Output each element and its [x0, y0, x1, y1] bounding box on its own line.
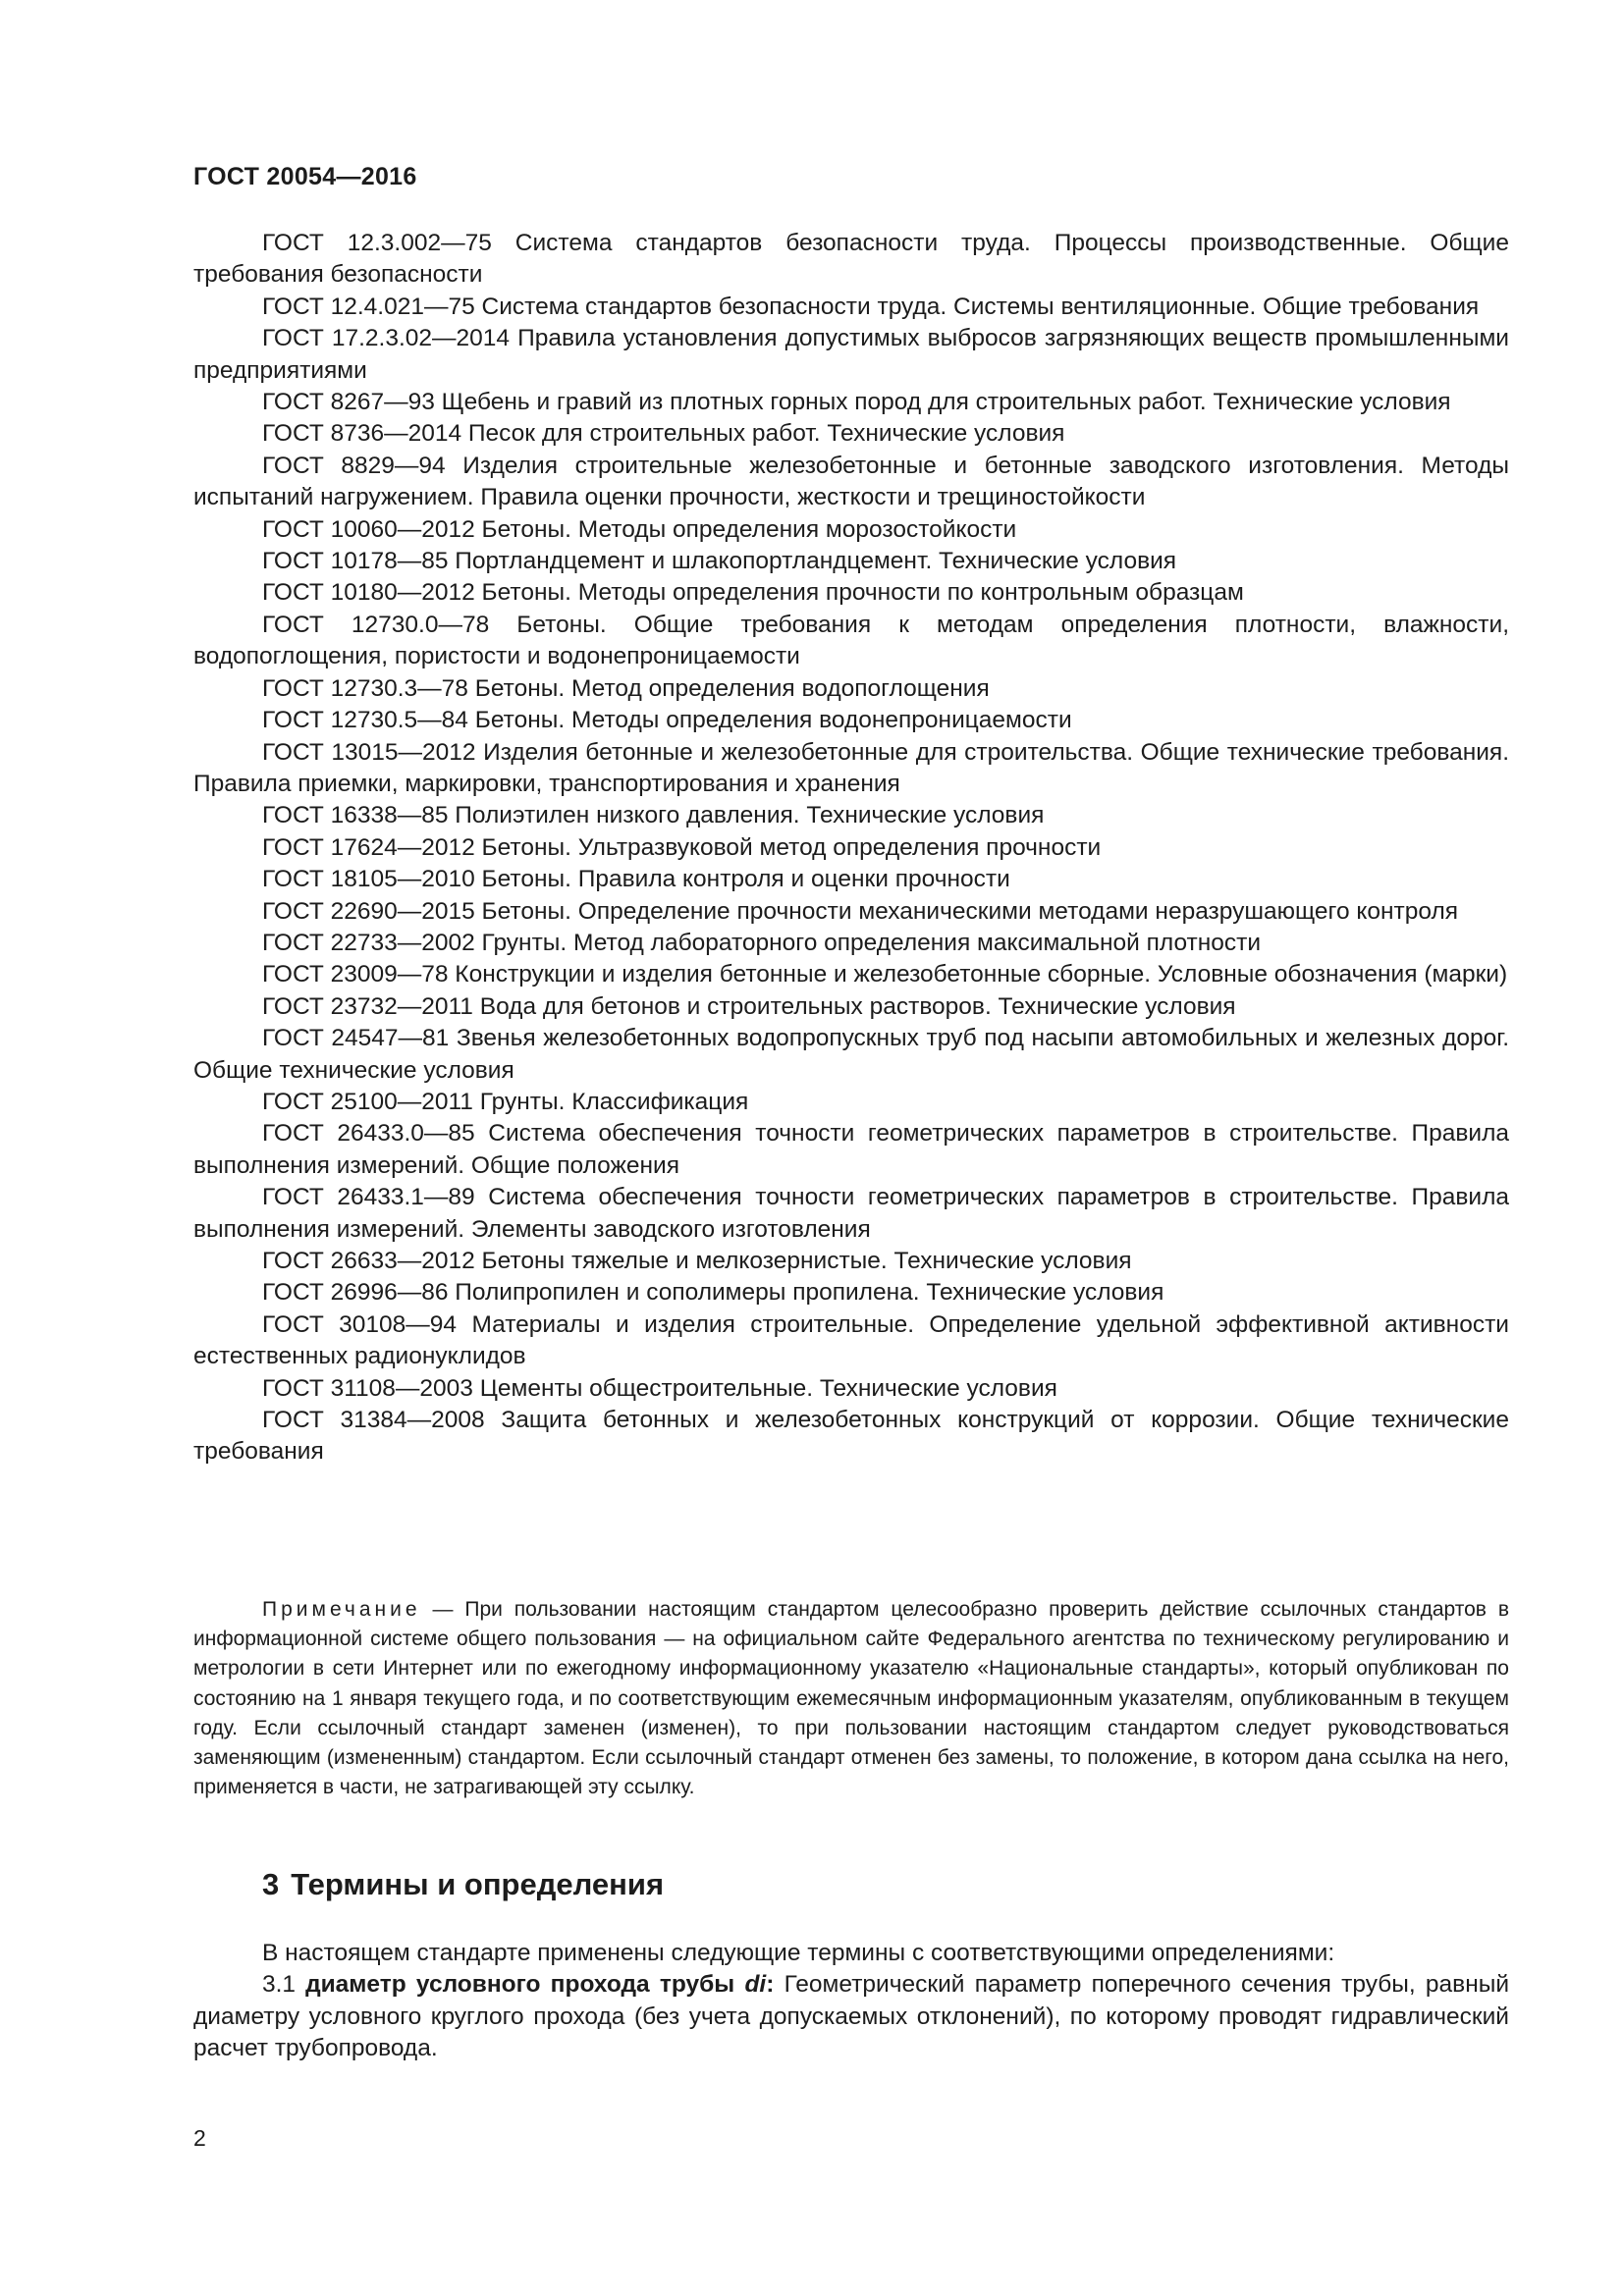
reference-item — [193, 896, 1509, 928]
reference-title: Полиэтилен низкого давления. Технические условия — [455, 802, 1045, 829]
reference-item — [193, 832, 1509, 864]
reference-code: ГОСТ 17.2.3.02—2014 — [262, 325, 511, 352]
reference-item — [193, 514, 1509, 546]
document-code-header: ГОСТ 20054—2016 — [193, 163, 417, 190]
reference-title: Бетоны. Методы определения морозостойкости — [481, 515, 1017, 543]
reference-code: ГОСТ 25100—2011 — [262, 1088, 473, 1115]
reference-item — [193, 1118, 1509, 1182]
reference-title: Бетоны. Методы определения водонепроницаемости — [474, 707, 1072, 734]
reference-title: Изделия бетонные и железобетонные для строительства. Общие технические требования. Правила приемки, маркировки, транспортирования и хранения — [193, 738, 1510, 797]
reference-code: ГОСТ 22690—2015 — [262, 897, 475, 925]
reference-item — [193, 1405, 1509, 1468]
reference-code: ГОСТ 18105—2010 — [262, 866, 475, 893]
reference-code: ГОСТ 23732—2011 — [262, 992, 473, 1020]
reference-code: ГОСТ 16338—85 — [262, 802, 449, 829]
term-definition: Геометрический параметр поперечного сечения трубы, равный диаметру условного круглого прохода (без учета допускаемых отклонений), по которому проводят гидравлический расчет трубопровода. — [193, 1971, 1510, 2062]
reference-item — [193, 1277, 1509, 1308]
reference-item — [193, 1087, 1509, 1118]
reference-title: Бетоны. Общие требования к методам определения плотности, влажности, водопоглощения, пористости и водонепроницаемости — [193, 611, 1510, 670]
section-3-heading — [262, 1867, 664, 1902]
reference-code: ГОСТ 8736—2014 — [262, 420, 462, 448]
reference-code: ГОСТ 17624—2012 — [262, 833, 475, 861]
reference-title: Изделия строительные железобетонные и бетонные заводского изготовления. Методы испытаний нагружением. Правила оценки прочности, жесткости и трещиностойкости — [193, 452, 1509, 511]
note-label: Примечание — [262, 1598, 421, 1621]
reference-item — [193, 1182, 1509, 1246]
reference-item — [193, 451, 1509, 514]
reference-item — [193, 959, 1509, 990]
section-3-number: 3 — [262, 1867, 280, 1901]
normative-references-list — [193, 228, 1509, 1468]
reference-item — [193, 928, 1509, 959]
reference-item — [193, 387, 1509, 418]
reference-title: Песок для строительных работ. Технические условия — [467, 420, 1065, 448]
reference-title: Защита бетонных и железобетонных конструкций от коррозии. Общие технические требования — [193, 1407, 1509, 1466]
reference-item — [193, 800, 1509, 831]
reference-title: Бетоны. Методы определения прочности по контрольным образцам — [481, 579, 1244, 607]
reference-title: Щебень и гравий из плотных горных пород для строительных работ. Технические условия — [441, 389, 1451, 416]
reference-title: Бетоны. Правила контроля и оценки прочности — [481, 866, 1010, 893]
reference-item — [193, 577, 1509, 609]
reference-item — [193, 228, 1509, 292]
reference-code: ГОСТ 10178—85 — [262, 548, 449, 575]
reference-title: Грунты. Метод лабораторного определения максимальной плотности — [481, 929, 1262, 956]
reference-title: Грунты. Классификация — [479, 1088, 749, 1115]
term-number: 3.1 — [262, 1971, 297, 1999]
reference-title: Бетоны. Метод определения водопоглощения — [474, 674, 990, 702]
reference-code: ГОСТ 31384—2008 — [262, 1407, 485, 1434]
reference-title: Цементы общестроительные. Технические условия — [479, 1374, 1057, 1402]
reference-title: Звенья железобетонных водопропускных труб под насыпи автомобильных и железных дорог. Общие технические условия — [193, 1025, 1509, 1084]
term-name: диаметр условного прохода трубы — [305, 1971, 735, 1999]
reference-code: ГОСТ 26633—2012 — [262, 1248, 475, 1274]
reference-code: ГОСТ 24547—81 — [262, 1025, 450, 1052]
reference-title: Система обеспечения точности геометрических параметров в строительстве. Правила выполнения измерений. Общие положения — [193, 1120, 1509, 1179]
reference-item — [193, 991, 1509, 1023]
reference-title: Полипропилен и сополимеры пропилена. Технические условия — [455, 1279, 1164, 1307]
reference-code: ГОСТ 8829—94 — [262, 452, 446, 479]
reference-item — [193, 1246, 1509, 1277]
reference-code: ГОСТ 26996—86 — [262, 1279, 449, 1307]
reference-code: ГОСТ 12.3.002—75 — [262, 230, 492, 256]
reference-item — [193, 673, 1509, 705]
note-text: — При пользовании настоящим стандартом целесообразно проверить действие ссылочных стандартов в информационной системе общего пользования — на официальном сайте Федерального агентства по техническому регулированию и метрологии в сети Интернет или по ежегодному информационному указателю «Национальные стандарты», который опубликован по состоянию на 1 января текущего года, и по соответствующим ежемесячным информационным указателям, опубликованным в текущем году. Если ссылочный стандарт заменен (изменен), то при пользовании настоящим стандартом следует руководствоваться заменяющим (измененным) стандартом. Если ссылочный стандарт отменен без замены, то положение, в котором дана ссылка на него, применяется в части, не затрагивающей эту ссылку. — [193, 1598, 1509, 1799]
term-colon: : — [766, 1971, 775, 1999]
term-symbol: di — [744, 1971, 767, 1999]
reference-item — [193, 418, 1509, 450]
reference-item — [193, 705, 1509, 736]
reference-code: ГОСТ 26433.0—85 — [262, 1120, 475, 1148]
reference-title: Материалы и изделия строительные. Определение удельной эффективной активности естественных радионуклидов — [193, 1310, 1509, 1370]
reference-code: ГОСТ 10060—2012 — [262, 515, 475, 543]
reference-item — [193, 737, 1509, 801]
reference-title: Система обеспечения точности геометрических параметров в строительстве. Правила выполнения измерений. Элементы заводского изготовления — [193, 1184, 1509, 1243]
reference-title: Портландцемент и шлакопортландцемент. Технические условия — [455, 548, 1177, 575]
reference-title: Конструкции и изделия бетонные и железобетонные сборные. Условные обозначения (марки) — [455, 961, 1508, 988]
reference-title: Система стандартов безопасности труда. Процессы производственные. Общие требования безопасности — [193, 230, 1509, 289]
reference-code: ГОСТ 12730.0—78 — [262, 611, 490, 638]
reference-code: ГОСТ 10180—2012 — [262, 579, 475, 607]
reference-code: ГОСТ 30108—94 — [262, 1310, 458, 1338]
reference-code: ГОСТ 12730.5—84 — [262, 707, 468, 734]
reference-item — [193, 1023, 1509, 1087]
reference-title: Правила установления допустимых выбросов загрязняющих веществ промышленными предприятиями — [193, 325, 1509, 384]
note-paragraph — [193, 1595, 1509, 1802]
reference-title: Вода для бетонов и строительных растворов. Технические условия — [479, 992, 1236, 1020]
terms-block — [193, 1938, 1509, 2065]
reference-item — [193, 546, 1509, 577]
reference-code: ГОСТ 13015—2012 — [262, 738, 476, 766]
reference-code: ГОСТ 31108—2003 — [262, 1374, 473, 1402]
reference-title: Бетоны тяжелые и мелкозернистые. Технические условия — [481, 1248, 1132, 1274]
reference-title: Бетоны. Определение прочности механическими методами неразрушающего контроля — [481, 897, 1459, 925]
reference-item — [193, 610, 1509, 673]
reference-item — [193, 1373, 1509, 1405]
reference-title: Бетоны. Ультразвуковой метод определения прочности — [481, 833, 1102, 861]
reference-item — [193, 1309, 1509, 1373]
section-3-title: Термины и определения — [291, 1867, 665, 1901]
reference-code: ГОСТ 8267—93 — [262, 389, 435, 416]
term-3-1 — [193, 1969, 1509, 2064]
terms-intro: В настоящем стандарте применены следующие термины с соответствующими определениями: — [262, 1940, 1335, 1966]
reference-code: ГОСТ 12.4.021—75 — [262, 293, 475, 320]
reference-code: ГОСТ 23009—78 — [262, 961, 449, 988]
reference-code: ГОСТ 12730.3—78 — [262, 674, 468, 702]
page-number: 2 — [193, 2125, 206, 2151]
reference-code: ГОСТ 22733—2002 — [262, 929, 475, 956]
reference-title: Система стандартов безопасности труда. Системы вентиляционные. Общие требования — [481, 293, 1480, 320]
reference-item — [193, 864, 1509, 895]
reference-code: ГОСТ 26433.1—89 — [262, 1184, 475, 1211]
reference-item — [193, 323, 1509, 387]
reference-item — [193, 292, 1509, 323]
